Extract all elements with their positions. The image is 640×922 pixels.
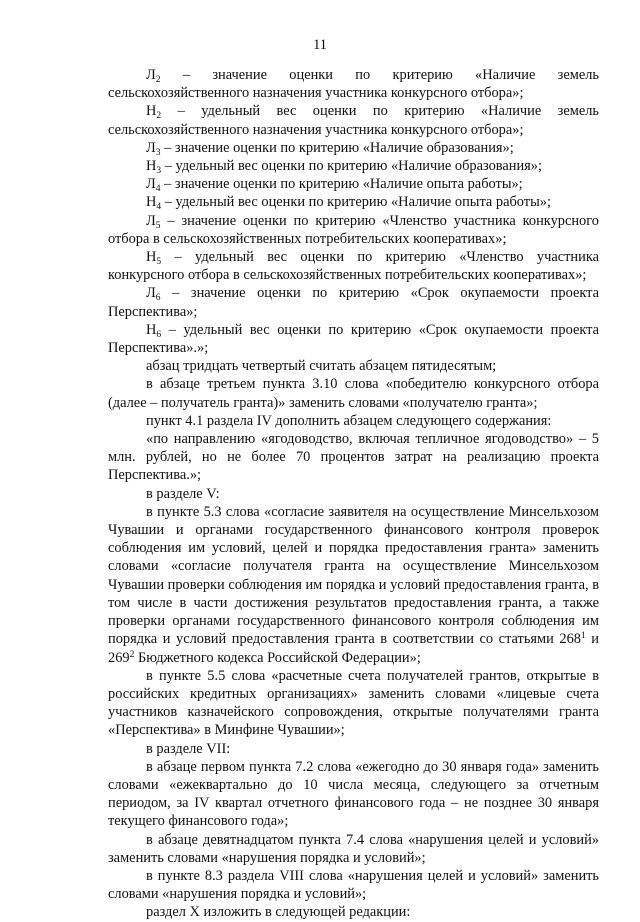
paragraph (108, 357, 599, 375)
text-run: «по направлению «ягодоводство, включая тепличное ягодоводство» – 5 млн. рублей, но не более 70 процентов затрат на реализацию проекта Перспектива.»; (108, 431, 599, 484)
text-run: Н (146, 249, 157, 266)
paragraph (108, 740, 599, 758)
paragraph (108, 903, 599, 921)
text-run: Н (146, 103, 157, 120)
subscript: 6 (155, 293, 161, 304)
text-run: в абзаце девятнадцатом пункта 7.4 слова «нарушения целей и условий» заменить словами «нарушения порядка и условий»; (108, 831, 599, 866)
text-run: Л (146, 67, 156, 83)
paragraph (108, 375, 599, 411)
page-number: 11 (313, 37, 327, 53)
paragraph (108, 248, 599, 284)
text-run: – значение оценки по критерию «Наличие образования»; (160, 139, 514, 156)
text-run: Л (146, 139, 156, 156)
text-run: – значение оценки по критерию «Членство участника конкурсного отбора в сельскохозяйственных потребительских кооперативах»; (108, 212, 599, 247)
subscript: 3 (156, 166, 162, 177)
paragraph (108, 321, 599, 357)
paragraph (108, 485, 599, 503)
paragraph (108, 867, 599, 903)
paragraph (108, 66, 599, 102)
subscript: 5 (156, 257, 162, 268)
text-run: – удельный вес оценки по критерию «Наличие земель сельскохозяйственного назначения участника конкурсного отбора»; (108, 103, 599, 138)
text-run: Н (146, 321, 157, 338)
document-body (108, 66, 599, 922)
text-run: в пункте 5.3 слова «согласие заявителя на осуществление Минсельхозом Чувашии и органами государственного финансового контроля проверок соблюдения им условий, целей и порядка предоставления гранта» заменить словами «согласие получателя гранта на осуществление Минсельхозом Чувашии проверки соблюдения им порядка и условий предоставления гранта, в том числе в части достижения результатов предоставления гранта, а также проверки органами государственного финансового контроля соблюдения им порядка и условий предоставления гранта в соответствии со статьями 268 (108, 503, 599, 648)
text-run: в разделе V: (146, 485, 220, 502)
text-run: в разделе VII: (146, 740, 231, 757)
subscript: 4 (155, 184, 161, 195)
text-run: Н (146, 158, 157, 175)
paragraph (108, 430, 599, 485)
text-run: – удельный вес оценки по критерию «Наличие образования»; (161, 158, 542, 175)
paragraph (108, 758, 599, 831)
text-run: и 269 (108, 631, 599, 666)
paragraph (108, 503, 599, 667)
paragraph (108, 102, 599, 138)
paragraph (108, 139, 599, 157)
superscript: 1 (580, 631, 586, 642)
text-run: – удельный вес оценки по критерию «Наличие опыта работы»; (161, 194, 551, 211)
subscript: 2 (155, 75, 161, 85)
text-run: в пункте 5.5 слова «расчетные счета получателей грантов, открытые в российских кредитных организациях» заменить словами «лицевые счета участников казначейского сопровождения, открытые получателями гранта «Перспектива» в Минфине Чувашии»; (108, 667, 599, 739)
text-run: – удельный вес оценки по критерию «Срок окупаемости проекта Перспектива».»; (108, 321, 599, 357)
subscript: 4 (156, 202, 162, 213)
paragraph (108, 193, 599, 211)
paragraph (108, 667, 599, 740)
subscript: 6 (156, 329, 162, 340)
superscript: 2 (129, 649, 135, 660)
text-run: – значение оценки по критерию «Наличие земель сельскохозяйственного назначения участника конкурсного отбора»; (108, 67, 599, 102)
paragraph (108, 831, 599, 867)
text-run: Л (146, 285, 156, 302)
text-run: в абзаце первом пункта 7.2 слова «ежегодно до 30 января года» заменить словами «ежеквартально до 10 числа месяца, следующего за отчетным периодом, за IV квартал отчетного финансового года – не позднее 30 января текущего финансового года»; (108, 758, 599, 830)
text-run: Л (146, 212, 156, 229)
paragraph (108, 212, 599, 248)
text-run: – значение оценки по критерию «Наличие опыта работы»; (160, 176, 523, 193)
subscript: 3 (155, 147, 161, 158)
paragraph (108, 412, 599, 430)
paragraph (108, 284, 599, 320)
text-run: Н (146, 194, 157, 211)
text-run: – удельный вес оценки по критерию «Членство участника конкурсного отбора в сельскохозяйственных потребительских кооперативах»; (108, 249, 599, 284)
text-run: абзац тридцать четвертый считать абзацем пятидесятым; (146, 358, 497, 375)
subscript: 2 (156, 111, 162, 122)
subscript: 5 (155, 220, 161, 231)
paragraph (108, 157, 599, 175)
text-run: – значение оценки по критерию «Срок окупаемости проекта Перспектива»; (108, 285, 599, 320)
text-run: Бюджетного кодекса Российской Федерации»; (134, 649, 421, 666)
text-run: Л (146, 176, 156, 193)
paragraph (108, 175, 599, 193)
text-run: раздел X изложить в следующей редакции: (146, 904, 411, 921)
text-run: в пункте 8.3 раздела VIII слова «нарушения целей и условий» заменить словами «нарушения порядка и условий»; (108, 867, 599, 903)
text-run: пункт 4.1 раздела IV дополнить абзацем следующего содержания: (146, 412, 552, 429)
text-run: в абзаце третьем пункта 3.10 слова «победителю конкурсного отбора (далее – получатель гранта)» заменить словами «получателю гранта»; (108, 376, 599, 411)
